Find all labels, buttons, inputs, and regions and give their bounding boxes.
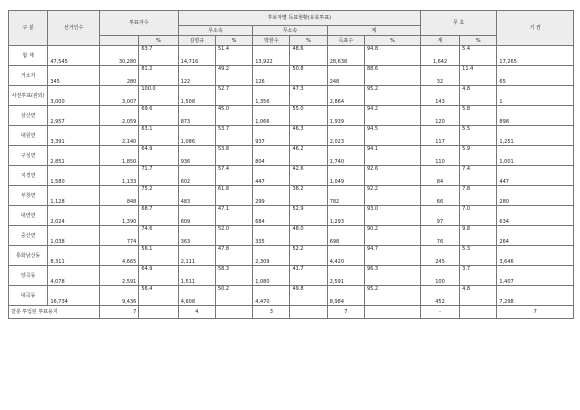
cell-c2: 4,470	[253, 286, 290, 306]
cell-electors: 8,311	[48, 246, 100, 266]
cell-c1: 936	[178, 146, 215, 166]
cell-voters-pct: 63.7	[139, 46, 178, 66]
cell-voters: 30,280	[100, 46, 139, 66]
cell-invalid-pct: 5.4	[460, 46, 497, 66]
cell-invalid: 245	[420, 246, 459, 266]
cell-electors: 2,957	[48, 106, 100, 126]
cell-voters: 1,390	[100, 206, 139, 226]
cell-total: 2,864	[327, 86, 364, 106]
cell-c1-pct: 51.4	[215, 46, 252, 66]
cell-abstain: 447	[497, 166, 574, 186]
cell-voters: 848	[100, 186, 139, 206]
header-candidate-1: 김령규	[178, 36, 215, 46]
table-row	[9, 246, 574, 266]
cell-total: 2,591	[327, 266, 364, 286]
cell-invalid: 97	[420, 206, 459, 226]
table-row	[9, 286, 574, 306]
cell-c2-pct: 52.9	[290, 206, 327, 226]
cell-c1-pct: 49.2	[215, 66, 252, 86]
cell-invalid-pct: 7.8	[460, 186, 497, 206]
cell-abstain: 634	[497, 206, 574, 226]
cell-voters-pct: 56.1	[139, 246, 178, 266]
table-row	[9, 46, 574, 66]
cell-invalid: 76	[420, 226, 459, 246]
cell-total-pct: 96.3	[364, 266, 420, 286]
cell-c1: 1,086	[178, 126, 215, 146]
cell-abstain: 898	[497, 106, 574, 126]
cell-invalid: 1,642	[420, 46, 459, 66]
cell-invalid: 452	[420, 286, 459, 306]
cell-voters: 2,059	[100, 106, 139, 126]
cell-invalid-pct: 4.8	[460, 86, 497, 106]
cell-invalid: 143	[420, 86, 459, 106]
header-district: 구 분	[9, 11, 48, 46]
table-row	[9, 66, 574, 86]
header-invalid: 무 효	[420, 11, 497, 36]
cell-voters-pct: 64.9	[139, 266, 178, 286]
cell-name: 중산면	[9, 226, 48, 246]
cell-invalid: 100	[420, 266, 459, 286]
cell-abstain: 3,646	[497, 246, 574, 266]
cell-electors: 3,391	[48, 126, 100, 146]
cell-c1-pct: 53.7	[215, 126, 252, 146]
cell-c2: 937	[253, 126, 290, 146]
cell-c2: 13,922	[253, 46, 290, 66]
cell-voters-pct: 56.4	[139, 286, 178, 306]
cell-invalid: 66	[420, 186, 459, 206]
cell-name: 구성면	[9, 146, 48, 166]
cell-total: 782	[327, 186, 364, 206]
cell-abstain: 65	[497, 66, 574, 86]
cell-total: 4,420	[327, 246, 364, 266]
cell-voters-pct: 100.0	[139, 86, 178, 106]
cell-total-pct: 90.2	[364, 226, 420, 246]
cell-voters: 2,591	[100, 266, 139, 286]
cell-abstain: 1,407	[497, 266, 574, 286]
cell-total-pct: 94.1	[364, 146, 420, 166]
cell-electors: 345	[48, 66, 100, 86]
cell-voters-pct: 71.7	[139, 166, 178, 186]
cell-c1-pct: 52.0	[215, 226, 252, 246]
cell-invalid-pct: 5.9	[460, 146, 497, 166]
cell-voters-pct: 75.2	[139, 186, 178, 206]
cell-electors: 47,545	[48, 46, 100, 66]
cell-name: 삼산면	[9, 106, 48, 126]
cell-c2-pct: 48.0	[290, 226, 327, 246]
header-voters-pct: %	[139, 36, 178, 46]
cell-voters: 1,133	[100, 166, 139, 186]
footer-candidate-2: 3	[253, 306, 290, 319]
cell-invalid-pct: 3.7	[460, 266, 497, 286]
cell-c2: 1,080	[253, 266, 290, 286]
cell-electors: 16,734	[48, 286, 100, 306]
cell-c2-pct: 52.2	[290, 246, 327, 266]
cell-voters: 9,436	[100, 286, 139, 306]
cell-name: 대연면	[9, 206, 48, 226]
cell-name: 거소자	[9, 66, 48, 86]
cell-c1-pct: 50.2	[215, 286, 252, 306]
cell-c2: 684	[253, 206, 290, 226]
cell-c1: 483	[178, 186, 215, 206]
cell-electors: 1,038	[48, 226, 100, 246]
header-row-1	[9, 11, 574, 26]
header-electors: 선거인수	[48, 11, 100, 46]
cell-c2: 1,066	[253, 106, 290, 126]
cell-invalid-pct: 5.5	[460, 126, 497, 146]
cell-c1: 4,608	[178, 286, 215, 306]
header-candidate-2-pct: %	[290, 36, 327, 46]
cell-c1-pct: 52.7	[215, 86, 252, 106]
cell-total: 8,984	[327, 286, 364, 306]
cell-abstain: 1	[497, 86, 574, 106]
cell-invalid-pct: 5.8	[460, 106, 497, 126]
cell-c1: 122	[178, 66, 215, 86]
cell-voters-pct: 63.1	[139, 126, 178, 146]
cell-invalid-pct: 9.8	[460, 226, 497, 246]
cell-c1-pct: 47.1	[215, 206, 252, 226]
cell-invalid-pct: 5.3	[460, 246, 497, 266]
header-voters: 투표자수	[100, 11, 179, 36]
cell-invalid-pct: 4.8	[460, 286, 497, 306]
cell-total-pct: 94.5	[364, 126, 420, 146]
cell-electors: 2,851	[48, 146, 100, 166]
table-row	[9, 106, 574, 126]
table-row	[9, 186, 574, 206]
table-row	[9, 266, 574, 286]
header-candidate-2: 박현수	[253, 36, 290, 46]
footer-empty-1	[139, 306, 178, 319]
cell-name: 부창면	[9, 186, 48, 206]
cell-c1: 1,511	[178, 266, 215, 286]
footer-empty-3	[290, 306, 327, 319]
footer-total: 7	[327, 306, 364, 319]
cell-total: 28,638	[327, 46, 364, 66]
cell-name: 대곡동	[9, 286, 48, 306]
cell-name: 지경면	[9, 166, 48, 186]
cell-total-pct: 92.2	[364, 186, 420, 206]
cell-name: 통화남산동	[9, 246, 48, 266]
cell-c1: 363	[178, 226, 215, 246]
cell-invalid: 120	[420, 106, 459, 126]
cell-voters-pct: 74.6	[139, 226, 178, 246]
header-total: 계	[327, 26, 420, 36]
table-row	[9, 126, 574, 146]
header-invalid-count: 계	[420, 36, 459, 46]
header-votes-by-candidate: 후보자별 득표현황(유효투표)	[178, 11, 420, 26]
cell-c2-pct: 48.6	[290, 46, 327, 66]
footer-abstain: 7	[497, 306, 574, 319]
cell-c2-pct: 46.2	[290, 146, 327, 166]
cell-voters-pct: 81.2	[139, 66, 178, 86]
header-invalid-pct: %	[460, 36, 497, 46]
cell-voters: 1,850	[100, 146, 139, 166]
cell-c2-pct: 49.8	[290, 286, 327, 306]
cell-total: 248	[327, 66, 364, 86]
cell-total: 1,740	[327, 146, 364, 166]
cell-name: 합 계	[9, 46, 48, 66]
cell-c2-pct: 50.8	[290, 66, 327, 86]
cell-c1-pct: 53.8	[215, 146, 252, 166]
cell-c2: 299	[253, 186, 290, 206]
cell-c1: 1,508	[178, 86, 215, 106]
cell-total: 2,023	[327, 126, 364, 146]
cell-abstain: 1,251	[497, 126, 574, 146]
cell-voters: 280	[100, 66, 139, 86]
table-row	[9, 206, 574, 226]
cell-voters: 2,140	[100, 126, 139, 146]
header-total-votes: 득표수	[327, 36, 364, 46]
cell-c1-pct: 45.0	[215, 106, 252, 126]
cell-invalid: 117	[420, 126, 459, 146]
cell-voters-pct: 64.9	[139, 146, 178, 166]
cell-invalid: 84	[420, 166, 459, 186]
table-row	[9, 166, 574, 186]
cell-c1-pct: 57.4	[215, 166, 252, 186]
cell-total: 1,939	[327, 106, 364, 126]
cell-total-pct: 88.6	[364, 66, 420, 86]
cell-total: 698	[327, 226, 364, 246]
footer-empty-2	[215, 306, 252, 319]
footer-empty-4	[364, 306, 420, 319]
cell-invalid-pct: 7.4	[460, 166, 497, 186]
cell-total: 1,293	[327, 206, 364, 226]
header-voters-count	[100, 36, 139, 46]
election-results-table	[8, 10, 574, 319]
header-party-1: 무소속	[178, 26, 253, 36]
cell-abstain: 1,001	[497, 146, 574, 166]
cell-voters-pct: 68.7	[139, 206, 178, 226]
footer-row	[9, 306, 574, 319]
cell-c2-pct: 42.6	[290, 166, 327, 186]
cell-name: 양곡동	[9, 266, 48, 286]
cell-voters: 774	[100, 226, 139, 246]
table-row	[9, 226, 574, 246]
header-abstain: 기 권	[497, 11, 574, 46]
cell-total-pct: 94.8	[364, 46, 420, 66]
cell-abstain: 7,298	[497, 286, 574, 306]
cell-c2: 2,309	[253, 246, 290, 266]
cell-total-pct: 94.2	[364, 106, 420, 126]
footer-candidate-1: 4	[178, 306, 215, 319]
cell-total-pct: 95.2	[364, 286, 420, 306]
cell-electors: 1,580	[48, 166, 100, 186]
cell-voters: 3,007	[100, 86, 139, 106]
header-candidate-1-pct: %	[215, 36, 252, 46]
cell-invalid-pct: 11.4	[460, 66, 497, 86]
cell-c2: 1,356	[253, 86, 290, 106]
cell-c1-pct: 58.3	[215, 266, 252, 286]
table-row	[9, 86, 574, 106]
cell-name: 대원면	[9, 126, 48, 146]
cell-c2: 335	[253, 226, 290, 246]
cell-abstain: 17,265	[497, 46, 574, 66]
cell-c2-pct: 55.0	[290, 106, 327, 126]
cell-c1: 602	[178, 166, 215, 186]
cell-c1: 2,111	[178, 246, 215, 266]
cell-total: 1,049	[327, 166, 364, 186]
cell-c1: 873	[178, 106, 215, 126]
cell-c1-pct: 47.8	[215, 246, 252, 266]
footer-voters: 7	[100, 306, 139, 319]
cell-invalid: 110	[420, 146, 459, 166]
cell-c2: 804	[253, 146, 290, 166]
cell-invalid: 32	[420, 66, 459, 86]
table-body	[9, 46, 574, 306]
cell-invalid-pct: 7.0	[460, 206, 497, 226]
cell-total-pct: 94.7	[364, 246, 420, 266]
cell-c2-pct: 38.2	[290, 186, 327, 206]
footer-empty-5	[460, 306, 497, 319]
table-row	[9, 146, 574, 166]
header-party-2: 무소속	[253, 26, 328, 36]
cell-c2-pct: 41.7	[290, 266, 327, 286]
cell-c1-pct: 61.8	[215, 186, 252, 206]
footer-label: 잘못 투입된 투표용지	[9, 306, 100, 319]
cell-name: 사전투표(관외)	[9, 86, 48, 106]
cell-abstain: 264	[497, 226, 574, 246]
cell-c1: 14,716	[178, 46, 215, 66]
cell-total-pct: 92.6	[364, 166, 420, 186]
header-total-pct: %	[364, 36, 420, 46]
cell-total-pct: 95.2	[364, 86, 420, 106]
cell-electors: 4,078	[48, 266, 100, 286]
cell-electors: 2,024	[48, 206, 100, 226]
cell-voters: 4,665	[100, 246, 139, 266]
cell-c2-pct: 47.3	[290, 86, 327, 106]
cell-electors: 1,128	[48, 186, 100, 206]
cell-total-pct: 93.0	[364, 206, 420, 226]
cell-electors: 3,000	[48, 86, 100, 106]
cell-c2-pct: 46.3	[290, 126, 327, 146]
cell-c1: 609	[178, 206, 215, 226]
cell-abstain: 280	[497, 186, 574, 206]
cell-c2: 447	[253, 166, 290, 186]
cell-c2: 126	[253, 66, 290, 86]
cell-voters-pct: 69.6	[139, 106, 178, 126]
footer-invalid: -	[420, 306, 459, 319]
